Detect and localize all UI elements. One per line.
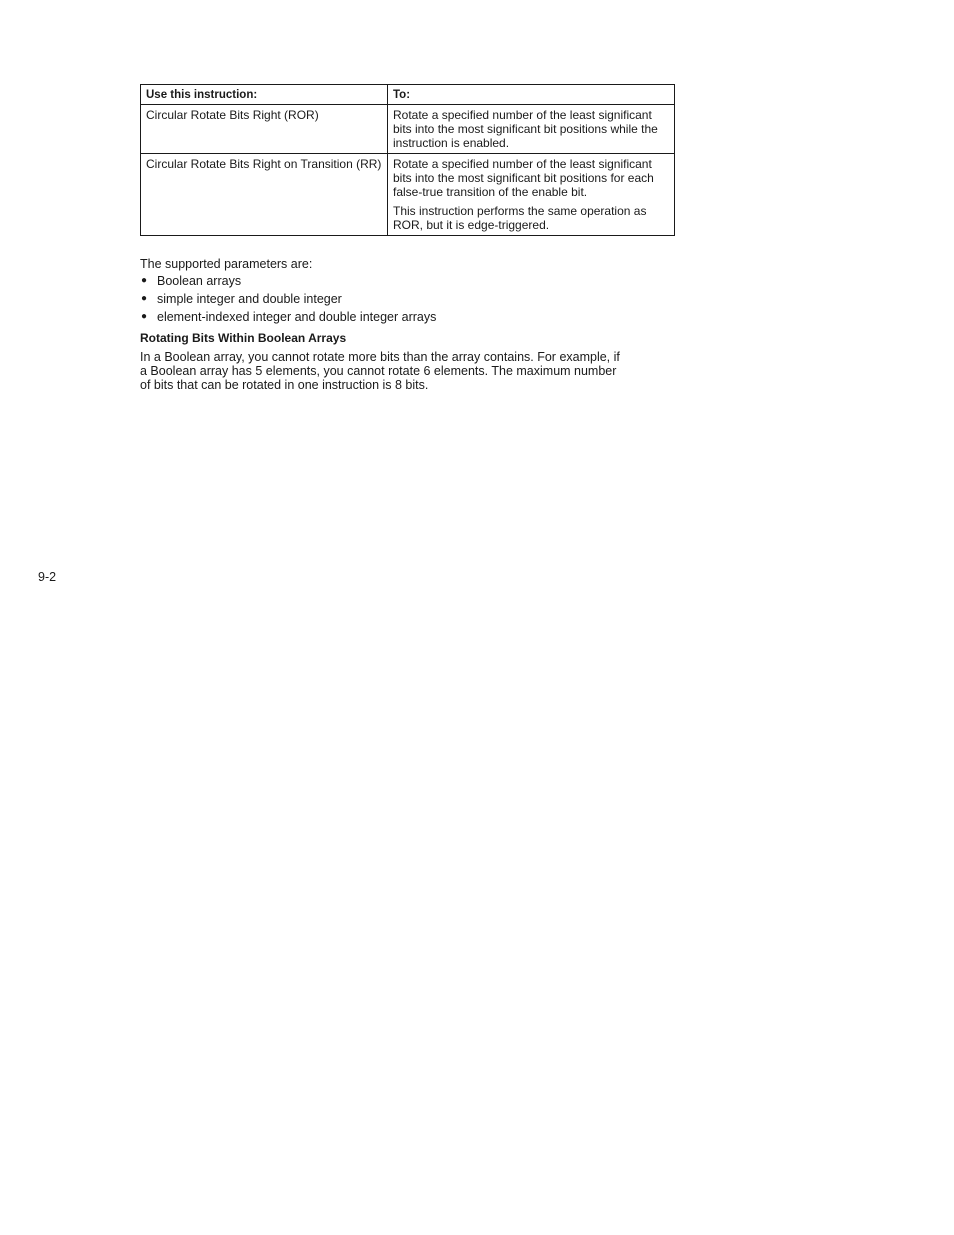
list-item — [140, 291, 675, 307]
description-paragraph: Rotate a specified number of the least significant bits into the most significant bit positions for each false-true transition of the enable bit. — [393, 157, 654, 199]
table-row — [141, 154, 675, 236]
instruction-name: Circular Rotate Bits Right on Transition (RR) — [141, 154, 388, 236]
list-item — [140, 273, 675, 289]
section-heading: Rotating Bits Within Boolean Arrays — [140, 331, 347, 345]
section-body: In a Boolean array, you cannot rotate more bits than the array contains. For example, if a Boolean array has 5 elements, you cannot rotate 6 elements. The maximum number of bits that can be rotated in one instruction is 8 bits. — [140, 350, 620, 392]
description-paragraph: This instruction performs the same operation as ROR, but it is edge-triggered. — [393, 204, 647, 232]
list-item-text: Boolean arrays — [157, 274, 242, 288]
table-header-instruction: Use this instruction: — [141, 85, 388, 105]
bullet-icon: ● — [141, 311, 148, 322]
list-item-text: simple integer and double integer — [157, 292, 342, 306]
table-row — [141, 105, 675, 154]
supported-parameters — [140, 256, 675, 325]
instruction-table — [140, 84, 675, 236]
parameters-list — [140, 273, 675, 325]
table-header-to: To: — [388, 85, 675, 105]
list-item-text: element-indexed integer and double integer arrays — [157, 310, 437, 324]
description-paragraph: Rotate a specified number of the least significant bits into the most significant bit positions while the instruction is enabled. — [393, 108, 658, 150]
instruction-description — [388, 105, 675, 154]
parameters-intro: The supported parameters are: — [140, 257, 313, 271]
page-number: 9-2 — [38, 570, 57, 584]
page-content — [140, 84, 675, 392]
list-item — [140, 309, 675, 325]
instruction-description — [388, 154, 675, 236]
bullet-icon: ● — [141, 275, 148, 286]
bullet-icon: ● — [141, 293, 148, 304]
instruction-name: Circular Rotate Bits Right (ROR) — [141, 105, 388, 154]
table-header-row — [141, 85, 675, 105]
